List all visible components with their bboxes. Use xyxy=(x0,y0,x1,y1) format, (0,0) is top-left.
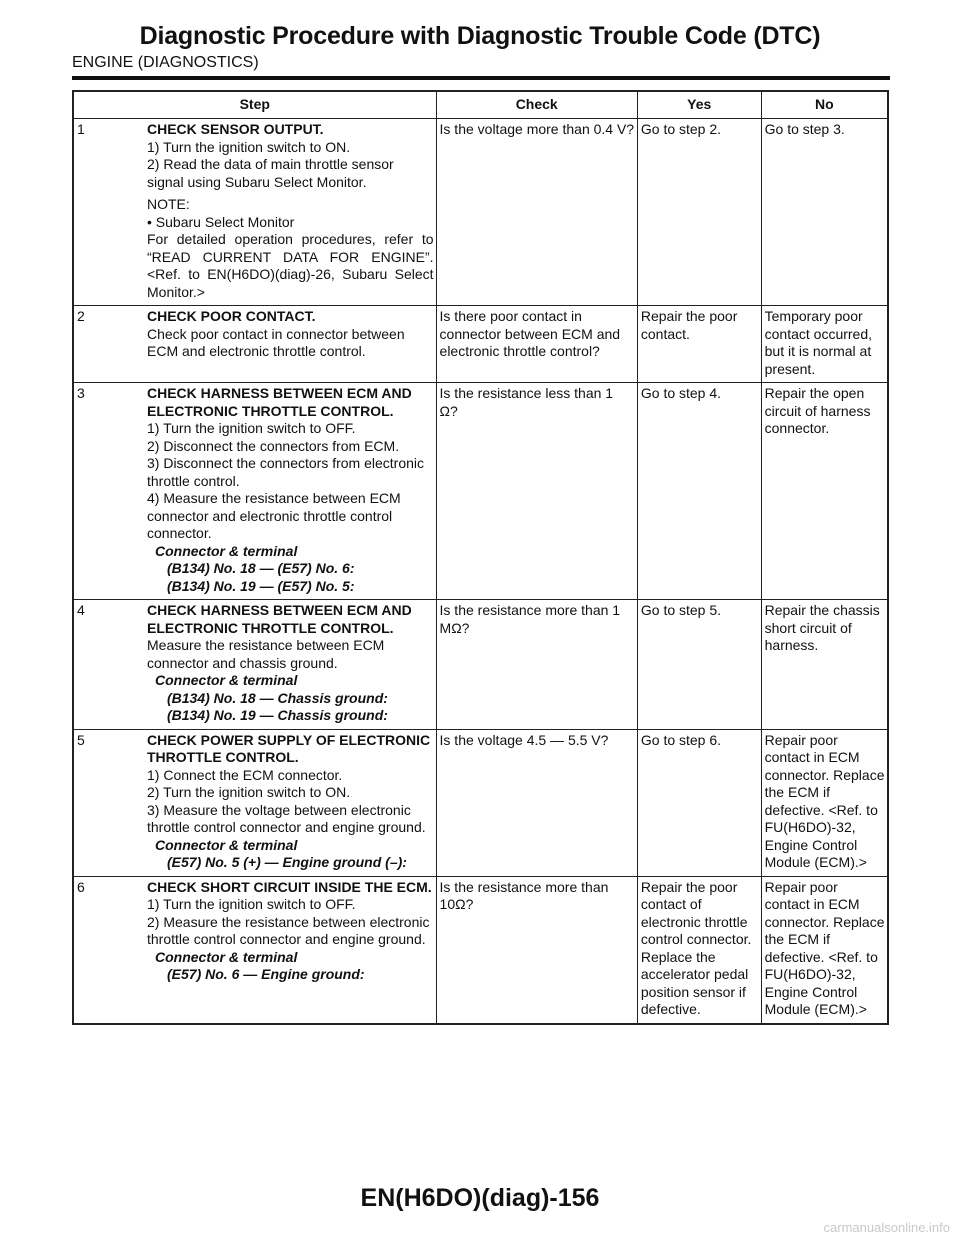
check-cell: Is the resistance more than 10Ω? xyxy=(436,876,637,1024)
table-row xyxy=(73,119,888,306)
col-header-step: Step xyxy=(73,91,436,119)
step-line: Measure the resistance between ECM connector and chassis ground. xyxy=(147,637,385,671)
step-line: 3) Measure the voltage between electronic throttle control connector and engine ground. xyxy=(147,801,426,835)
no-cell: Go to step 3. xyxy=(761,119,888,306)
note-bullet: • Subaru Select Monitor xyxy=(147,213,295,230)
table-row xyxy=(73,876,888,1024)
step-line: 4) Measure the resistance between ECM connector and electronic throttle control connector. xyxy=(147,490,401,541)
yes-cell: Repair the poor contact. xyxy=(637,306,761,383)
yes-cell: Go to step 4. xyxy=(637,383,761,600)
table-row xyxy=(73,729,888,876)
yes-cell: Go to step 2. xyxy=(637,119,761,306)
step-title: CHECK SENSOR OUTPUT. xyxy=(147,121,324,137)
connector-terminal-label: Connector & terminal xyxy=(155,672,298,688)
col-header-yes: Yes xyxy=(637,91,761,119)
connector-terminal-label: Connector & terminal xyxy=(155,836,298,853)
connector-terminal-value: (B134) No. 19 — Chassis ground: xyxy=(167,707,388,723)
table-row xyxy=(73,600,888,730)
step-title: CHECK HARNESS BETWEEN ECM AND ELECTRONIC THROTTLE CONTROL. xyxy=(147,602,412,636)
step-line: 2) Read the data of main throttle sensor signal using Subaru Select Monitor. xyxy=(147,156,394,190)
no-cell: Repair the open circuit of harness connector. xyxy=(761,383,888,600)
watermark: carmanualsonline.info xyxy=(823,1220,950,1235)
connector-terminal-value: (B134) No. 19 — (E57) No. 5: xyxy=(167,577,355,594)
connector-terminal-label: Connector & terminal xyxy=(155,948,298,965)
step-line: 1) Turn the ignition switch to ON. xyxy=(147,138,351,155)
step-line: 2) Disconnect the connectors from ECM. xyxy=(147,437,400,454)
col-header-check: Check xyxy=(436,91,637,119)
step-number: 5 xyxy=(77,731,85,748)
section-heading: ENGINE (DIAGNOSTICS) xyxy=(72,54,259,71)
step-cell xyxy=(73,119,436,306)
step-line: 2) Turn the ignition switch to ON. xyxy=(147,784,351,800)
step-cell xyxy=(73,306,436,383)
check-cell: Is the resistance more than 1 MΩ? xyxy=(436,600,637,730)
check-cell: Is the voltage more than 0.4 V? xyxy=(436,119,637,306)
no-cell: Repair poor contact in ECM connector. Replace the ECM if defective. <Ref. to FU(H6DO)-32, Engine Control Module (ECM).> xyxy=(761,876,888,1024)
note-text: For detailed operation procedures, refer to “READ CURRENT DATA FOR ENGINE”. <Ref. to EN(H6DO)(diag)-26, Subaru Select Monitor.> xyxy=(147,231,434,300)
connector-terminal-value: (E57) No. 6 — Engine ground: xyxy=(167,966,365,982)
table-row xyxy=(73,306,888,383)
step-line: 1) Connect the ECM connector. xyxy=(147,766,343,783)
connector-terminal-value: (B134) No. 18 — Chassis ground: xyxy=(167,689,388,706)
yes-cell: Repair the poor contact of electronic throttle control connector. Replace the accelerator pedal position sensor if defective. xyxy=(637,876,761,1024)
step-number: 3 xyxy=(77,385,85,401)
step-cell xyxy=(73,729,436,876)
note-label: NOTE: xyxy=(147,196,190,212)
step-cell xyxy=(73,383,436,600)
yes-cell: Go to step 6. xyxy=(637,729,761,876)
page-number: EN(H6DO)(diag)-156 xyxy=(360,1184,600,1212)
step-line: 3) Disconnect the connectors from electronic throttle control. xyxy=(147,455,425,489)
table-row xyxy=(73,383,888,600)
no-cell: Repair the chassis short circuit of harness. xyxy=(761,600,888,730)
connector-terminal-value: (E57) No. 5 (+) — Engine ground (–): xyxy=(167,854,407,870)
step-number: 2 xyxy=(77,308,85,324)
connector-terminal-value: (B134) No. 18 — (E57) No. 6: xyxy=(167,560,355,576)
step-line: 1) Turn the ignition switch to OFF. xyxy=(147,420,356,436)
step-title: CHECK POOR CONTACT. xyxy=(147,308,316,324)
col-header-no: No xyxy=(761,91,888,119)
check-cell: Is the resistance less than 1 Ω? xyxy=(436,383,637,600)
connector-terminal-label: Connector & terminal xyxy=(155,542,298,559)
step-number: 4 xyxy=(77,602,85,618)
step-cell xyxy=(73,600,436,730)
page-title: Diagnostic Procedure with Diagnostic Trouble Code (DTC) xyxy=(139,22,821,50)
table-header-row xyxy=(73,91,888,119)
header-rule xyxy=(72,76,890,80)
check-cell: Is the voltage 4.5 — 5.5 V? xyxy=(436,729,637,876)
step-title: CHECK POWER SUPPLY OF ELECTRONIC THROTTLE CONTROL. xyxy=(147,731,431,765)
step-line: Check poor contact in connector between ECM and electronic throttle control. xyxy=(147,325,405,359)
step-line: 2) Measure the resistance between electronic throttle control connector and engine ground. xyxy=(147,913,430,947)
diagnostic-table xyxy=(72,90,889,1025)
yes-cell: Go to step 5. xyxy=(637,600,761,730)
step-number: 1 xyxy=(77,121,85,137)
no-cell: Repair poor contact in ECM connector. Replace the ECM if defective. <Ref. to FU(H6DO)-32, Engine Control Module (ECM).> xyxy=(761,729,888,876)
step-title: CHECK SHORT CIRCUIT INSIDE THE ECM. xyxy=(147,878,432,895)
step-number: 6 xyxy=(77,878,85,895)
no-cell: Temporary poor contact occurred, but it is normal at present. xyxy=(761,306,888,383)
check-cell: Is there poor contact in connector between ECM and electronic throttle control? xyxy=(436,306,637,383)
step-cell xyxy=(73,876,436,1024)
step-title: CHECK HARNESS BETWEEN ECM AND ELECTRONIC THROTTLE CONTROL. xyxy=(147,385,412,419)
step-line: 1) Turn the ignition switch to OFF. xyxy=(147,896,356,912)
